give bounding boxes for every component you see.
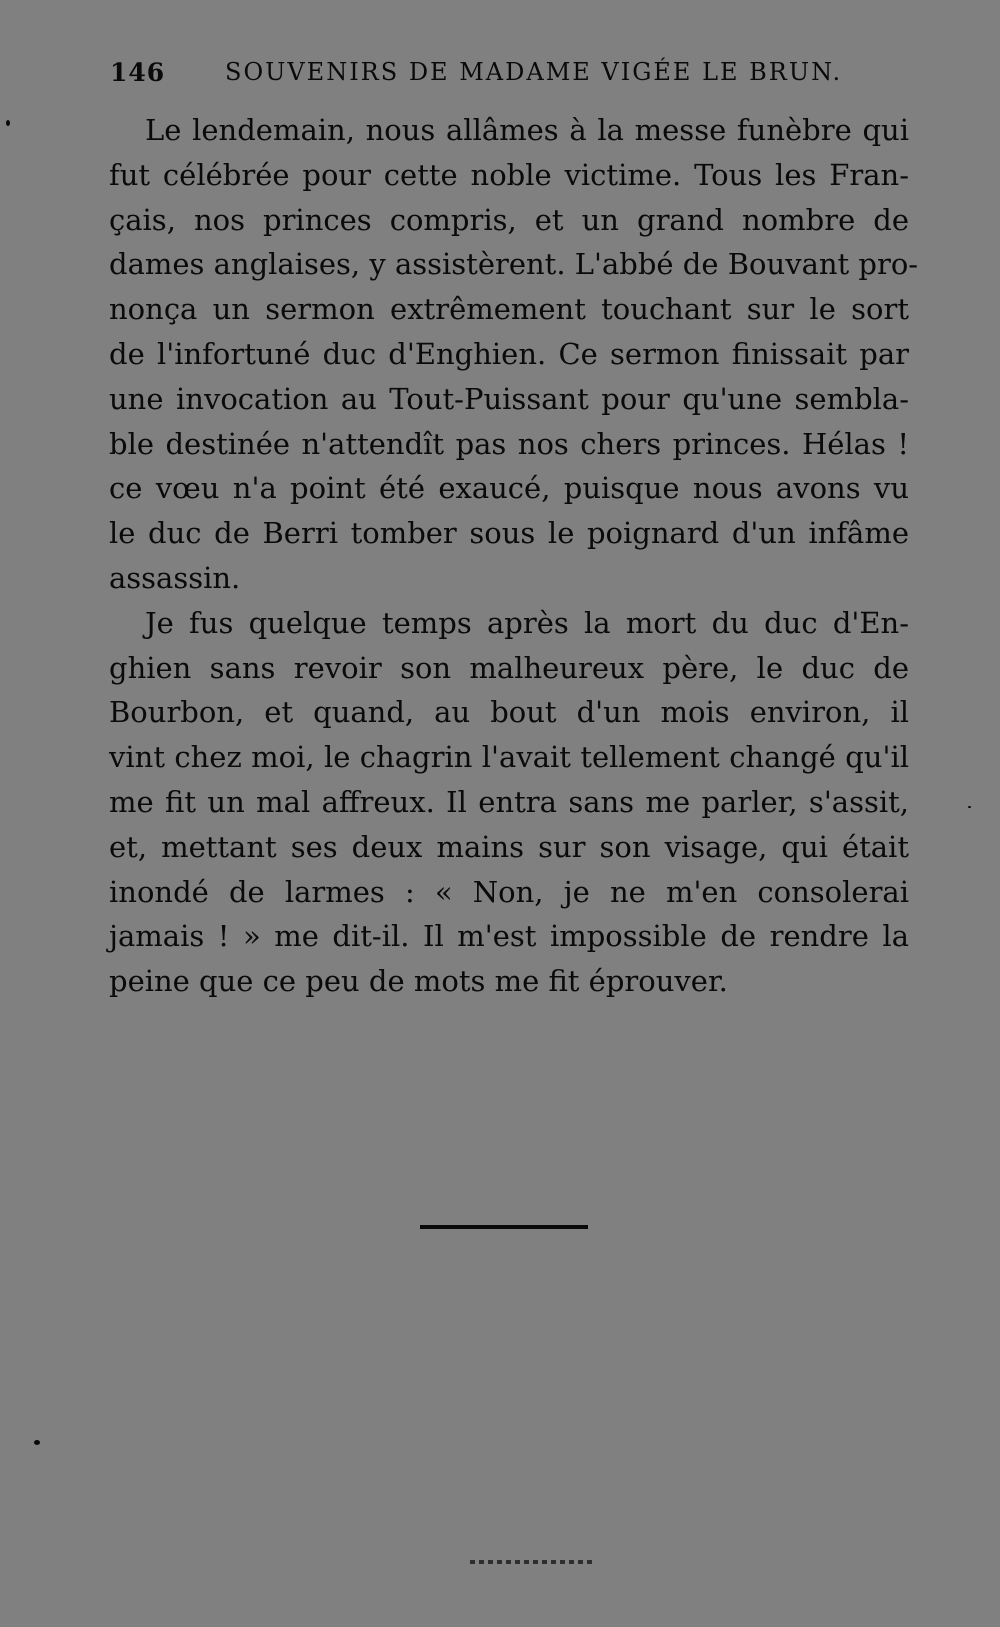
print-speck [968,806,971,808]
print-speck [6,120,10,126]
section-end-rule [420,1225,588,1229]
text-line: ce vœu n'a point été exaucé, puisque nous avons vu [109,471,909,506]
print-speck [34,1440,40,1445]
paragraph [109,601,909,1004]
page-header [110,58,910,98]
text-line: ble destinée n'attendît pas nos chers princes. Hélas ! [109,426,909,461]
text-line: de l'infortuné duc d'Enghien. Ce sermon finissait par [109,336,909,371]
text-line: inondé de larmes : « Non, je ne m'en consolerai [109,874,909,909]
text-line: ghien sans revoir son malheureux père, le duc de [109,650,909,685]
page-number: 146 [110,58,166,87]
paragraph [109,108,919,601]
text-line: assassin. [109,560,241,595]
text-line: et, mettant ses deux mains sur son visage, qui était [109,829,909,864]
text-line: le duc de Berri tomber sous le poignard d'un infâme [109,516,909,551]
text-line: une invocation au Tout-Puissant pour qu'une sembla- [109,381,909,416]
body-text [109,108,919,1004]
text-line: nonça un sermon extrêmement touchant sur le sort [109,292,909,327]
text-line: Bourbon, et quand, au bout d'un mois environ, il [109,695,909,730]
text-line: dames anglaises, y assistèrent. L'abbé de Bouvant pro- [109,247,919,282]
text-line: fut célébrée pour cette noble victime. Tous les Fran- [109,157,909,192]
text-line: Je fus quelque temps après la mort du duc d'En- [145,605,909,640]
text-line: vint chez moi, le chagrin l'avait tellement changé qu'il [109,740,909,775]
running-title: SOUVENIRS DE MADAME VIGÉE LE BRUN. [225,58,843,86]
text-line: peine que ce peu de mots me fit éprouver. [109,964,728,999]
text-line: jamais ! » me dit-il. Il m'est impossible de rendre la [109,919,909,954]
text-line: Le lendemain, nous allâmes à la messe funèbre qui [145,113,909,147]
text-line: çais, nos princes compris, et un grand nombre de [109,202,909,237]
text-line: me fit un mal affreux. Il entra sans me parler, s'assit, [109,784,909,819]
print-smudge [470,1560,592,1564]
